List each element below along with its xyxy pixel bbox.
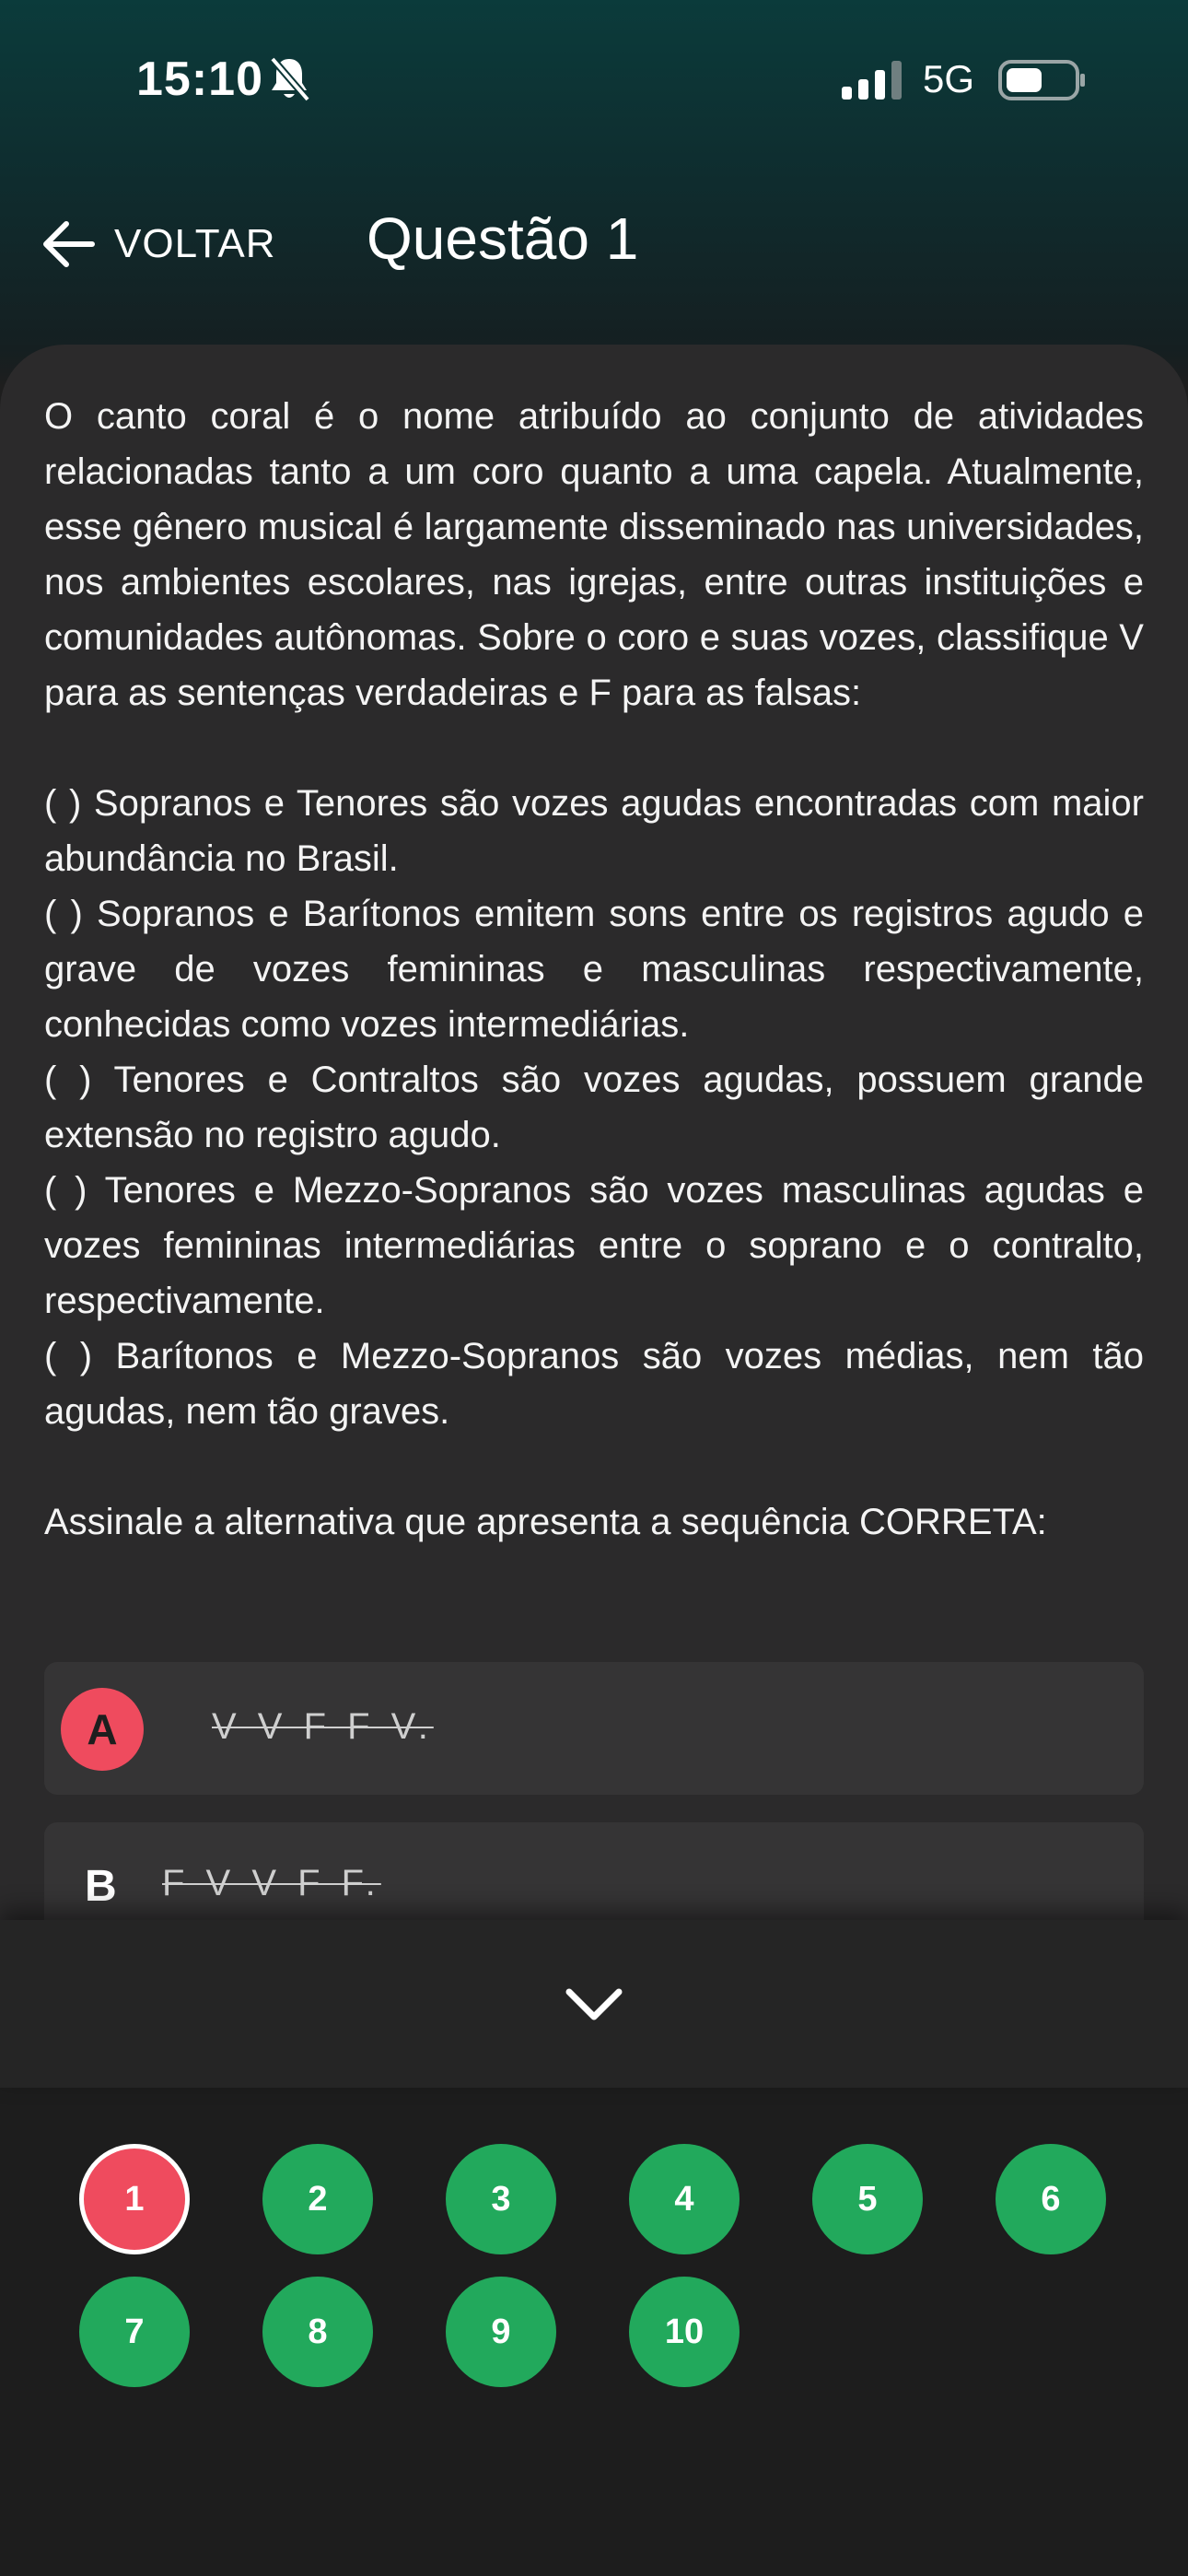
option-a[interactable] (44, 1662, 1144, 1795)
question-nav-3[interactable]: 3 (446, 2144, 556, 2254)
network-type: 5G (923, 57, 975, 100)
option-b-letter: B (85, 1862, 117, 1911)
page-title: Questão 1 (367, 205, 639, 272)
status-bar (0, 0, 1188, 157)
option-a-letter: A (61, 1688, 144, 1771)
spacer (44, 1439, 1144, 1494)
statement-1: ( ) Sopranos e Tenores são vozes agudas encontradas com maior abundância no Brasil. (44, 783, 1144, 879)
question-nav-6[interactable]: 6 (996, 2144, 1106, 2254)
signal-icon (842, 61, 903, 100)
question-nav-7[interactable]: 7 (79, 2277, 190, 2387)
question-nav-2[interactable]: 2 (262, 2144, 373, 2254)
option-a-text: V V F F V. (212, 1706, 434, 1747)
sheet-toggle[interactable] (0, 1920, 1188, 2088)
status-time: 15:10 (136, 53, 263, 106)
arrow-left-icon (41, 218, 96, 270)
question-nav-9[interactable]: 9 (446, 2277, 556, 2387)
option-b-text: F V V F F. (162, 1863, 381, 1903)
question-nav-1[interactable]: 1 (79, 2144, 190, 2254)
question-navigator-sheet (0, 1920, 1188, 2576)
battery-icon (998, 59, 1087, 101)
statement-2: ( ) Sopranos e Barítonos emitem sons entre os registros agudo e grave de vozes femininas e masculinas respectivamente, conhecidas como vozes intermediárias. (44, 894, 1144, 1045)
spacer (44, 720, 1144, 776)
question-nav-10[interactable]: 10 (629, 2277, 740, 2387)
question-nav-5[interactable]: 5 (812, 2144, 923, 2254)
chevron-down-icon (564, 1985, 624, 2025)
back-button[interactable] (41, 212, 276, 276)
statement-3: ( ) Tenores e Contraltos são vozes agudas, possuem grande extensão no registro agudo. (44, 1060, 1144, 1155)
back-label: VOLTAR (114, 221, 276, 266)
question-prompt: Assinale a alternativa que apresenta a sequência CORRETA: (44, 1502, 1047, 1542)
question-intro: O canto coral é o nome atribuído ao conjunto de atividades relacionadas tanto a um coro quanto a uma capela. Atualmente, esse gênero musical é largamente disseminado nas universidades, nos ambientes escolares, nas igrejas, entre outras instituições e comunidades autônomas. Sobre o coro e suas vozes, classifique V para as sentenças verdadeiras e F para as falsas: (44, 396, 1144, 713)
question-text (44, 389, 1144, 1550)
question-nav-4[interactable]: 4 (629, 2144, 740, 2254)
bell-slash-icon (267, 55, 311, 103)
statement-5: ( ) Barítonos e Mezzo-Sopranos são vozes médias, nem tão agudas, nem tão graves. (44, 1336, 1144, 1432)
statement-4: ( ) Tenores e Mezzo-Sopranos são vozes masculinas agudas e vozes femininas intermediárias entre o soprano e o contralto, respectivamente. (44, 1170, 1144, 1321)
header (0, 184, 1188, 304)
question-card (0, 345, 1188, 1929)
question-nav-8[interactable]: 8 (262, 2277, 373, 2387)
